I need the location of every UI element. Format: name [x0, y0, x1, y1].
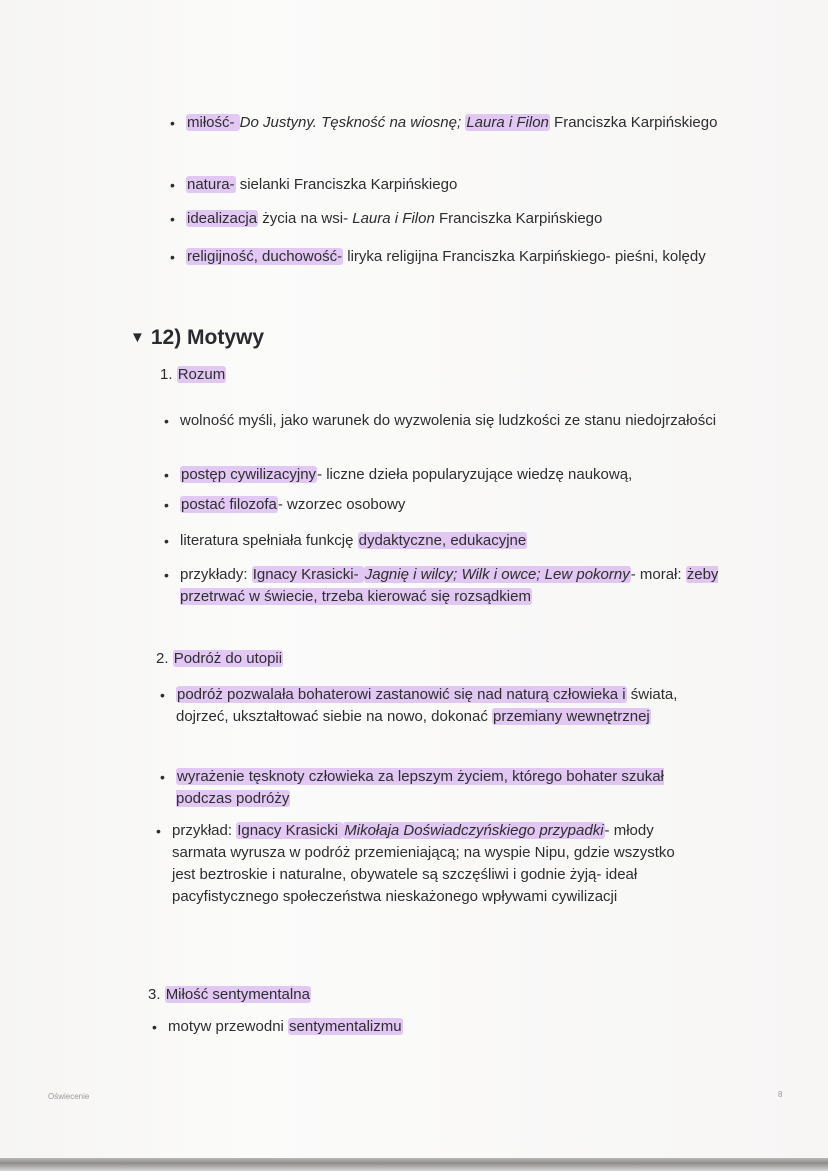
list-item: • wolność myśli, jako warunek do wyzwolenia się ludzkości ze stanu niedojrzałości [164, 412, 717, 429]
list-item: • podróż pozwalała bohaterowi zastanowić się nad naturą człowieka i świata, dojrzeć, ukształtować siebie na nowo, dokonać przemiany wewnętrznej [160, 686, 678, 725]
highlighted-text: Ignacy Krasicki [237, 822, 343, 839]
text-run: przykłady: [180, 566, 252, 583]
list-item: • przykłady: Ignacy Krasicki- Jagnię i wilcy; Wilk i owce; Lew pokorny- morał: żeby przetrwać w świecie, trzeba kierować się rozsądkiem [164, 566, 719, 605]
text-run: - wzorzec osobowy [277, 496, 406, 513]
highlighted-text: wyrażenie tęsknoty człowieka za lepszym życiem, którego bohater szukał podczas podróży [176, 768, 664, 807]
list-item: • postęp cywilizacyjny- liczne dzieła popularyzujące wiedzę naukową, [164, 466, 633, 483]
subsection-title: 1. Rozum [160, 366, 226, 383]
list-item: • przykład: Ignacy Krasicki Mikołaja Doświadczyńskiego przypadki- młody sarmata wyrusza w podróż przemieniającą; na wyspie Nipu, gdzie wszystko jest beztroskie i naturalne, obywatele są szczęśliwi i godnie żyją- ideał pacyfistycznego społeczeństwa nieskażonego wpływami cywilizacji [156, 822, 675, 905]
footer-chapter: Oświecenie [48, 1092, 90, 1101]
highlighted-text: żeby przetrwać w świecie, trzeba kierować się rozsądkiem [180, 566, 719, 605]
text-run: przykład: [172, 822, 237, 839]
section-heading [130, 326, 264, 350]
subsection-title: 2. Podróż do utopii [156, 650, 283, 667]
highlighted-text: natura- [187, 176, 235, 193]
text-run: motyw przewodni [168, 1018, 289, 1035]
text-run: literatura spełniała funkcję [180, 532, 358, 549]
highlighted-text: Mikołaja Doświadczyńskiego przypadki [344, 822, 604, 839]
text-run: sielanki Franciszka Karpińskiego [235, 176, 458, 193]
list-item: • literatura spełniała funkcję dydaktyczne, edukacyjne [164, 532, 527, 549]
page-number: 8 [778, 1090, 783, 1099]
text-run: Do Justyny. Tęskność na wiosnę; [239, 114, 466, 131]
highlighted-text: religijność, duchowość- [187, 248, 343, 265]
collapse-triangle-icon[interactable]: ▼ [130, 329, 145, 346]
text-run: liryka religijna Franciszka Karpińskiego- pieśni, kolędy [343, 248, 706, 265]
list-item: • motyw przewodni sentymentalizmu [152, 1018, 402, 1035]
list-item: • miłość- Do Justyny. Tęskność na wiosnę; Laura i Filon Franciszka Karpińskiego [170, 114, 718, 131]
text-run: wolność myśli, jako warunek do wyzwolenia się ludzkości ze stanu niedojrzałości [180, 412, 717, 429]
text-run: świata, dojrzeć, ukształtować siebie na nowo, dokonać [176, 686, 678, 725]
highlighted-text: sentymentalizmu [289, 1018, 402, 1035]
highlighted-text: postęp cywilizacyjny [181, 466, 317, 483]
subsection-title: 3. Miłość sentymentalna [148, 986, 310, 1003]
highlighted-text: miłość- [187, 114, 239, 131]
text-run: - młody sarmata wyrusza w podróż przemieniającą; na wyspie Nipu, gdzie wszystko jest beztroskie i naturalne, obywatele są szczęśliwi i godnie żyją- ideał pacyfistycznego społeczeństwa nieskażonego wpływami cywilizacji [172, 822, 675, 905]
text-run: Franciszka Karpińskiego [549, 114, 718, 131]
highlighted-text: przemiany wewnętrznej [493, 708, 650, 725]
highlighted-text: postać filozofa [181, 496, 277, 513]
highlighted-text: dydaktyczne, edukacyjne [358, 532, 527, 549]
section-title: 12) Motywy [150, 326, 265, 349]
list-item: • natura- sielanki Franciszka Karpińskiego [170, 176, 458, 193]
page-edge-shadow [0, 1158, 828, 1171]
list-item: • wyrażenie tęsknoty człowieka za lepszym życiem, którego bohater szukał podczas podróży [160, 768, 664, 807]
text-run: - liczne dzieła popularyzujące wiedzę naukową, [317, 466, 633, 483]
highlighted-text: Laura i Filon [466, 114, 549, 131]
highlighted-text: podróż pozwalała bohaterowi zastanowić się nad naturą człowieka i [177, 686, 626, 703]
highlighted-text: Ignacy Krasicki- [252, 566, 363, 583]
list-item: • religijność, duchowość- liryka religijna Franciszka Karpińskiego- pieśni, kolędy [170, 248, 706, 265]
text-run: Franciszka Karpińskiego [434, 210, 603, 227]
list-item: • postać filozofa- wzorzec osobowy [164, 496, 406, 513]
highlighted-text: idealizacja [187, 210, 258, 227]
text-run: - morał: [630, 566, 686, 583]
highlighted-text: Jagnię i wilcy; Wilk i owce; Lew pokorny [364, 566, 630, 583]
text-run: życia na wsi- [258, 210, 353, 227]
list-item: • idealizacja życia na wsi- Laura i Filon Franciszka Karpińskiego [170, 210, 603, 227]
text-run: Laura i Filon [352, 210, 435, 227]
